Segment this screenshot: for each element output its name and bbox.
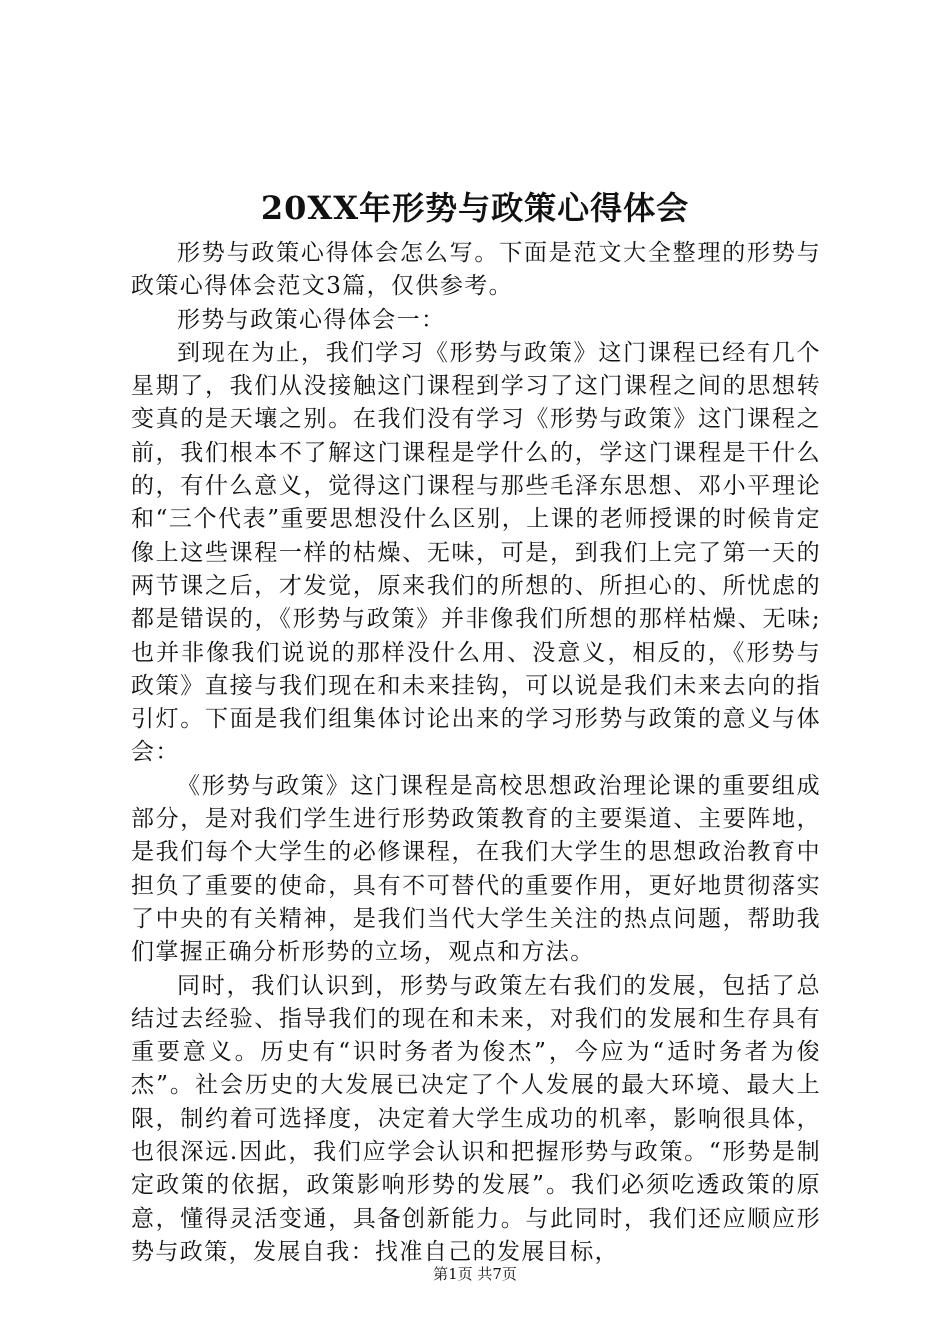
paragraph: 《形势与政策》这门课程是高校思想政治理论课的重要组成部分，是对我们学生进行形势政策教育的主要渠道、主要阵地，是我们每个大学生的必修课程，在我们大学生的思想政治教育中担负了重要的使命，具有不可替代的重要作用，更好地贯彻落实了中央的有关精神，是我们当代大学生关注的热点问题，帮助我们掌握正确分析形势的立场，观点和方法。 [131,772,821,966]
paragraph: 同时，我们认识到，形势与政策左右我们的发展，包括了总结过去经验、指导我们的现在和未来，对我们的发展和生存具有重要意义。历史有“识时务者为俊杰”，今应为“适时务者为俊杰”。社会历史的大发展已决定了个人发展的最大环境、最大上限，制约着可选择度，决定着大学生成功的机率，影响很具体，也很深远.因此，我们应学会认识和把握形势与政策。“形势是制定政策的依据，政策影响形势的发展”。我们必须吃透政策的原意，懂得灵活变通，具备创新能力。与此同时，我们还应顺应形势与政策，发展自我：找准自己的发展目标， [131,972,821,1265]
document-body [131,237,821,1269]
paragraph: 到现在为止，我们学习《形势与政策》这门课程已经有几个星期了，我们从没接触这门课程到学习了这门课程之间的思想转变真的是天壤之别。在我们没有学习《形势与政策》这门课程之前，我们根本不了解这门课程是学什么的，学这门课程是干什么的，有什么意义，觉得这门课程与那些毛泽东思想、邓小平理论和“三个代表”重要思想没什么区别，上课的老师授课的时候肯定像上这些课程一样的枯燥、无味，可是，到我们上完了第一天的两节课之后，才发觉，原来我们的所想的、所担心的、所忧虑的都是错误的，《形势与政策》并非像我们所想的那样枯燥、无味;也并非像我们说说的那样没什么用、没意义，相反的，《形势与政策》直接与我们现在和未来挂钩，可以说是我们未来去向的指引灯。下面是我们组集体讨论出来的学习形势与政策的意义与体会： [131,339,821,766]
paragraph-intro: 形势与政策心得体会怎么写。下面是范文大全整理的形势与政策心得体会范文3篇，仅供参考。 [131,240,821,300]
page-number-footer: 第1页 共7页 [433,1265,517,1283]
document-title: 20XX年形势与政策心得体会 [260,189,690,227]
paragraph-section-heading: 形势与政策心得体会一： [177,306,446,333]
